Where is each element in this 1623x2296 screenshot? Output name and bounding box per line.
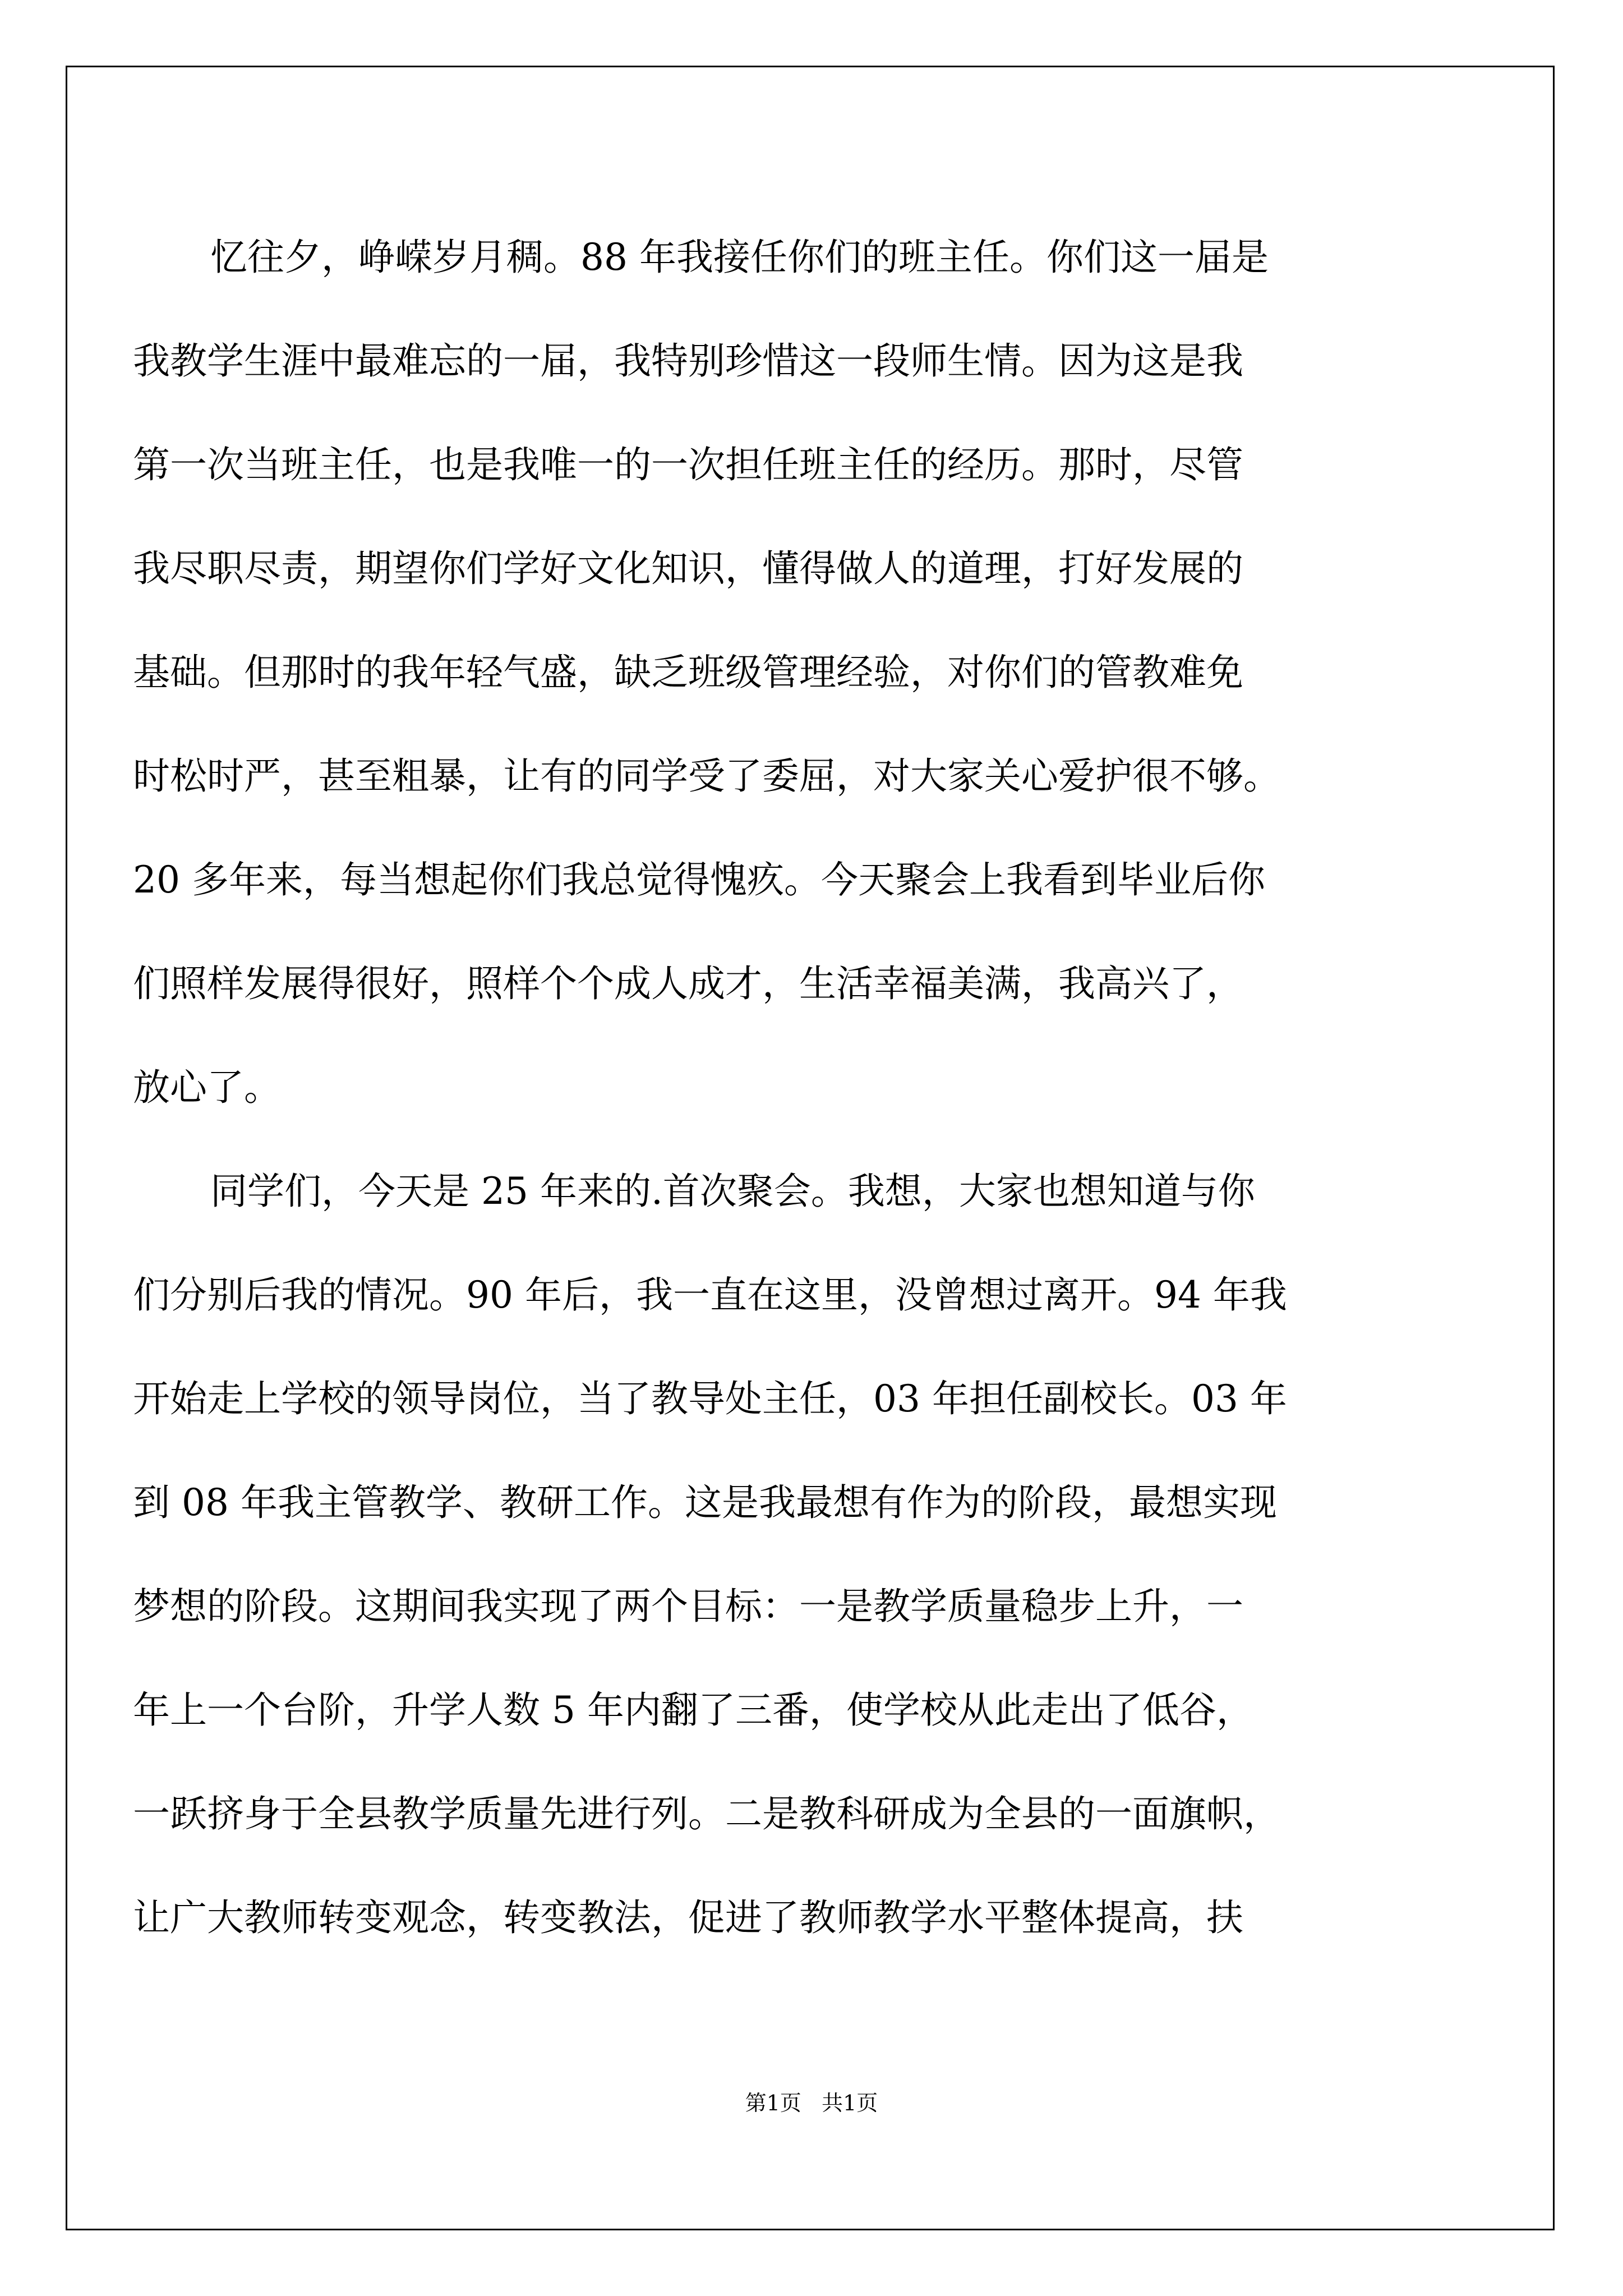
paragraph-2-line-4: 到 08 年我主管教学、教研工作。这是我最想有作为的阶段，最想实现 (133, 1481, 1277, 1524)
paragraph-1-line-9: 放心了。 (133, 1066, 281, 1109)
paragraph-1-line-5: 基础。但那时的我年轻气盛，缺乏班级管理经验，对你们的管教难免 (133, 651, 1243, 694)
paragraph-2-line-2: 们分别后我的情况。90 年后，我一直在这里，没曾想过离开。94 年我 (133, 1273, 1287, 1317)
document-body (133, 205, 1440, 1970)
paragraph-1-line-2: 我教学生涯中最难忘的一届，我特别珍惜这一段师生情。因为这是我 (133, 339, 1243, 383)
paragraph-2-line-1: 同学们，今天是 25 年来的.首次聚会。我想，大家也想知道与你 (210, 1170, 1255, 1213)
page-number-footer: 第1页 共1页 (745, 2091, 878, 2115)
paragraph-1-line-4: 我尽职尽责，期望你们学好文化知识，懂得做人的道理，打好发展的 (133, 547, 1243, 590)
paragraph-2-line-3: 开始走上学校的领导岗位，当了教导处主任，03 年担任副校长。03 年 (133, 1377, 1287, 1420)
paragraph-2-line-5: 梦想的阶段。这期间我实现了两个目标：一是教学质量稳步上升，一 (133, 1585, 1243, 1628)
paragraph-1-line-7: 20 多年来，每当想起你们我总觉得愧疚。今天聚会上我看到毕业后你 (133, 858, 1265, 901)
paragraph-2-line-7: 一跃挤身于全县教学质量先进行列。二是教科研成为全县的一面旗帜， (133, 1792, 1280, 1835)
paragraph-2-line-6: 年上一个台阶，升学人数 5 年内翻了三番，使学校从此走出了低谷， (133, 1688, 1253, 1732)
paragraph-1-line-1: 忆往夕，峥嵘岁月稠。88 年我接任你们的班主任。你们这一届是 (210, 236, 1269, 279)
paragraph-1-line-3: 第一次当班主任，也是我唯一的一次担任班主任的经历。那时，尽管 (133, 443, 1243, 486)
paragraph-1-line-6: 时松时严，甚至粗暴，让有的同学受了委屈，对大家关心爱护很不够。 (133, 754, 1280, 798)
paragraph-1-line-8: 们照样发展得很好，照样个个成人成才，生活幸福美满，我高兴了， (133, 962, 1243, 1005)
paragraph-2-line-8: 让广大教师转变观念，转变教法，促进了教师教学水平整体提高，扶 (133, 1896, 1243, 1939)
